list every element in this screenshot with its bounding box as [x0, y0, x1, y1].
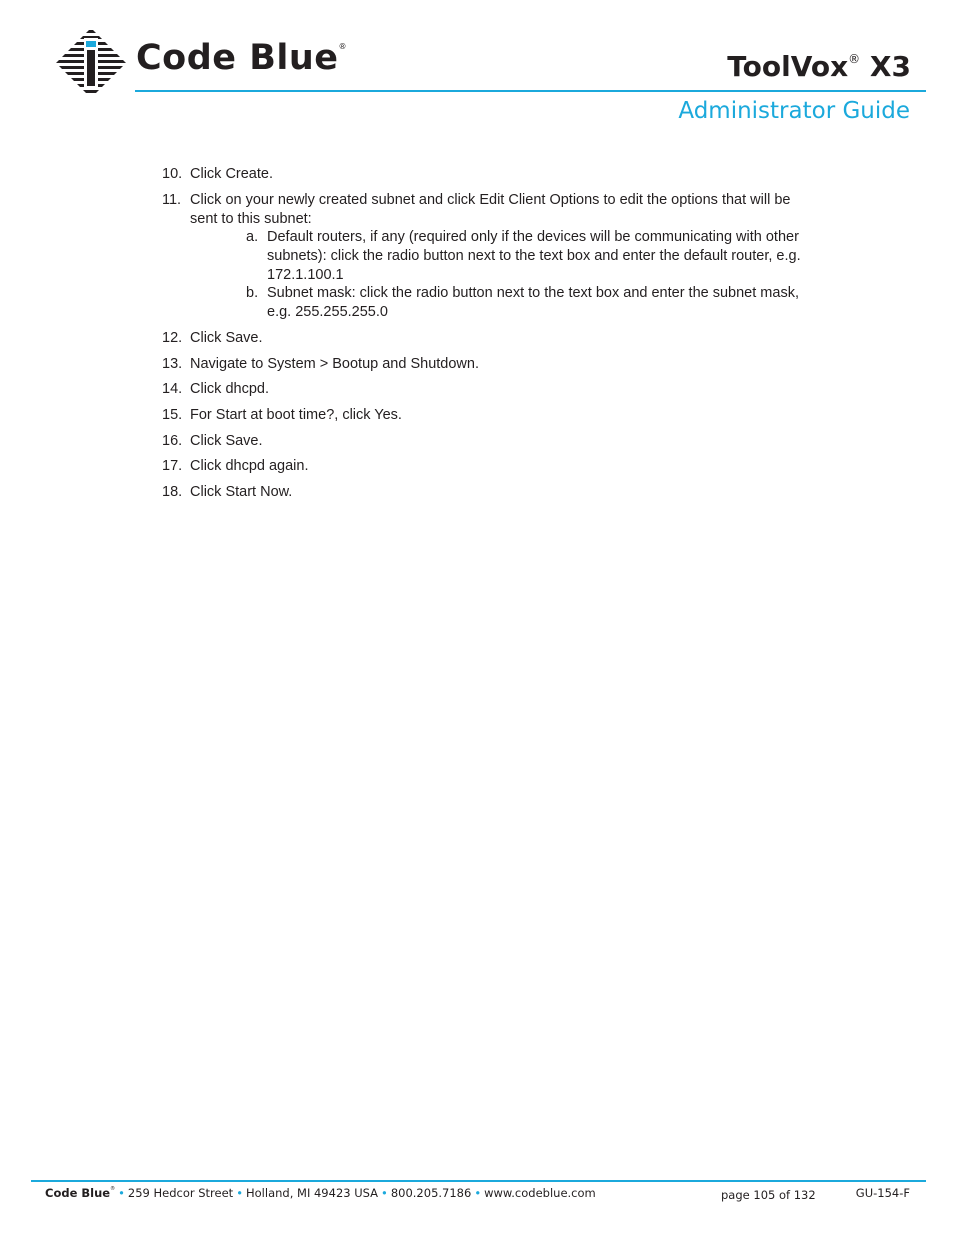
product-name: ToolVox: [727, 50, 849, 83]
header-logo: [56, 28, 396, 98]
substep-letter: b.: [246, 285, 259, 301]
step-text: Click Create.: [190, 166, 273, 182]
footer-brand-text: Code Blue: [45, 1186, 111, 1200]
separator-dot: •: [236, 1186, 243, 1200]
step-number: 12.: [162, 330, 183, 346]
step-text: Click Start Now.: [190, 484, 293, 500]
document-subtitle: Administrator Guide: [678, 98, 910, 124]
separator-dot: •: [474, 1186, 482, 1200]
step-number: 11.: [162, 192, 182, 208]
footer-brand-mark: ®: [110, 1186, 116, 1192]
footer-brand: [45, 1186, 115, 1200]
page-number: page 105 of 132: [721, 1188, 816, 1202]
product-suffix: X3: [860, 50, 911, 83]
document-id: GU-154-F: [855, 1186, 910, 1200]
substep-letter: a.: [246, 229, 259, 245]
product-title: [727, 50, 911, 83]
footer-city: Holland, MI 49423 USA: [246, 1186, 379, 1200]
step-text: Click Save.: [190, 330, 263, 346]
substep-text: Default routers, if any (required only if the devices will be communicating with other subnets): click the radio button next to the text box and enter the default router, e.g. 172.1.100.1: [267, 229, 801, 283]
substep-text: Subnet mask: click the radio button next to the text box and enter the subnet mask, e.g. 255.255.255.0: [267, 285, 799, 320]
step-number: 10.: [162, 166, 183, 182]
header-rule: [135, 90, 926, 92]
footer-address: 259 Hedcor Street: [127, 1186, 234, 1200]
brand-text: Code Blue: [136, 38, 339, 78]
brand-registered-mark: ®: [338, 42, 348, 51]
step-text: Click dhcpd again.: [190, 458, 309, 474]
footer-website: www.codeblue.com: [484, 1186, 596, 1200]
step-text: For Start at boot time?, click Yes.: [190, 407, 402, 423]
step-number: 13.: [162, 356, 183, 372]
step-text: Navigate to System > Bootup and Shutdown.: [190, 356, 479, 372]
step-number: 17.: [162, 458, 183, 474]
separator-dot: •: [118, 1186, 125, 1200]
separator-dot: •: [381, 1186, 388, 1200]
product-registered-mark: ®: [848, 52, 861, 66]
step-text: Click on your newly created subnet and click Edit Client Options to edit the options that will be sent to this subnet:: [190, 192, 791, 227]
brand-name: [136, 38, 347, 78]
footer-phone: 800.205.7186: [390, 1186, 472, 1200]
footer-contact: [45, 1186, 596, 1200]
step-number: 14.: [162, 381, 183, 397]
step-number: 15.: [162, 407, 183, 423]
code-blue-logo-icon: [56, 28, 126, 98]
step-number: 18.: [162, 484, 183, 500]
step-text: Click Save.: [190, 433, 263, 449]
step-text: Click dhcpd.: [190, 381, 269, 397]
step-number: 16.: [162, 433, 183, 449]
footer-rule: [31, 1180, 926, 1182]
